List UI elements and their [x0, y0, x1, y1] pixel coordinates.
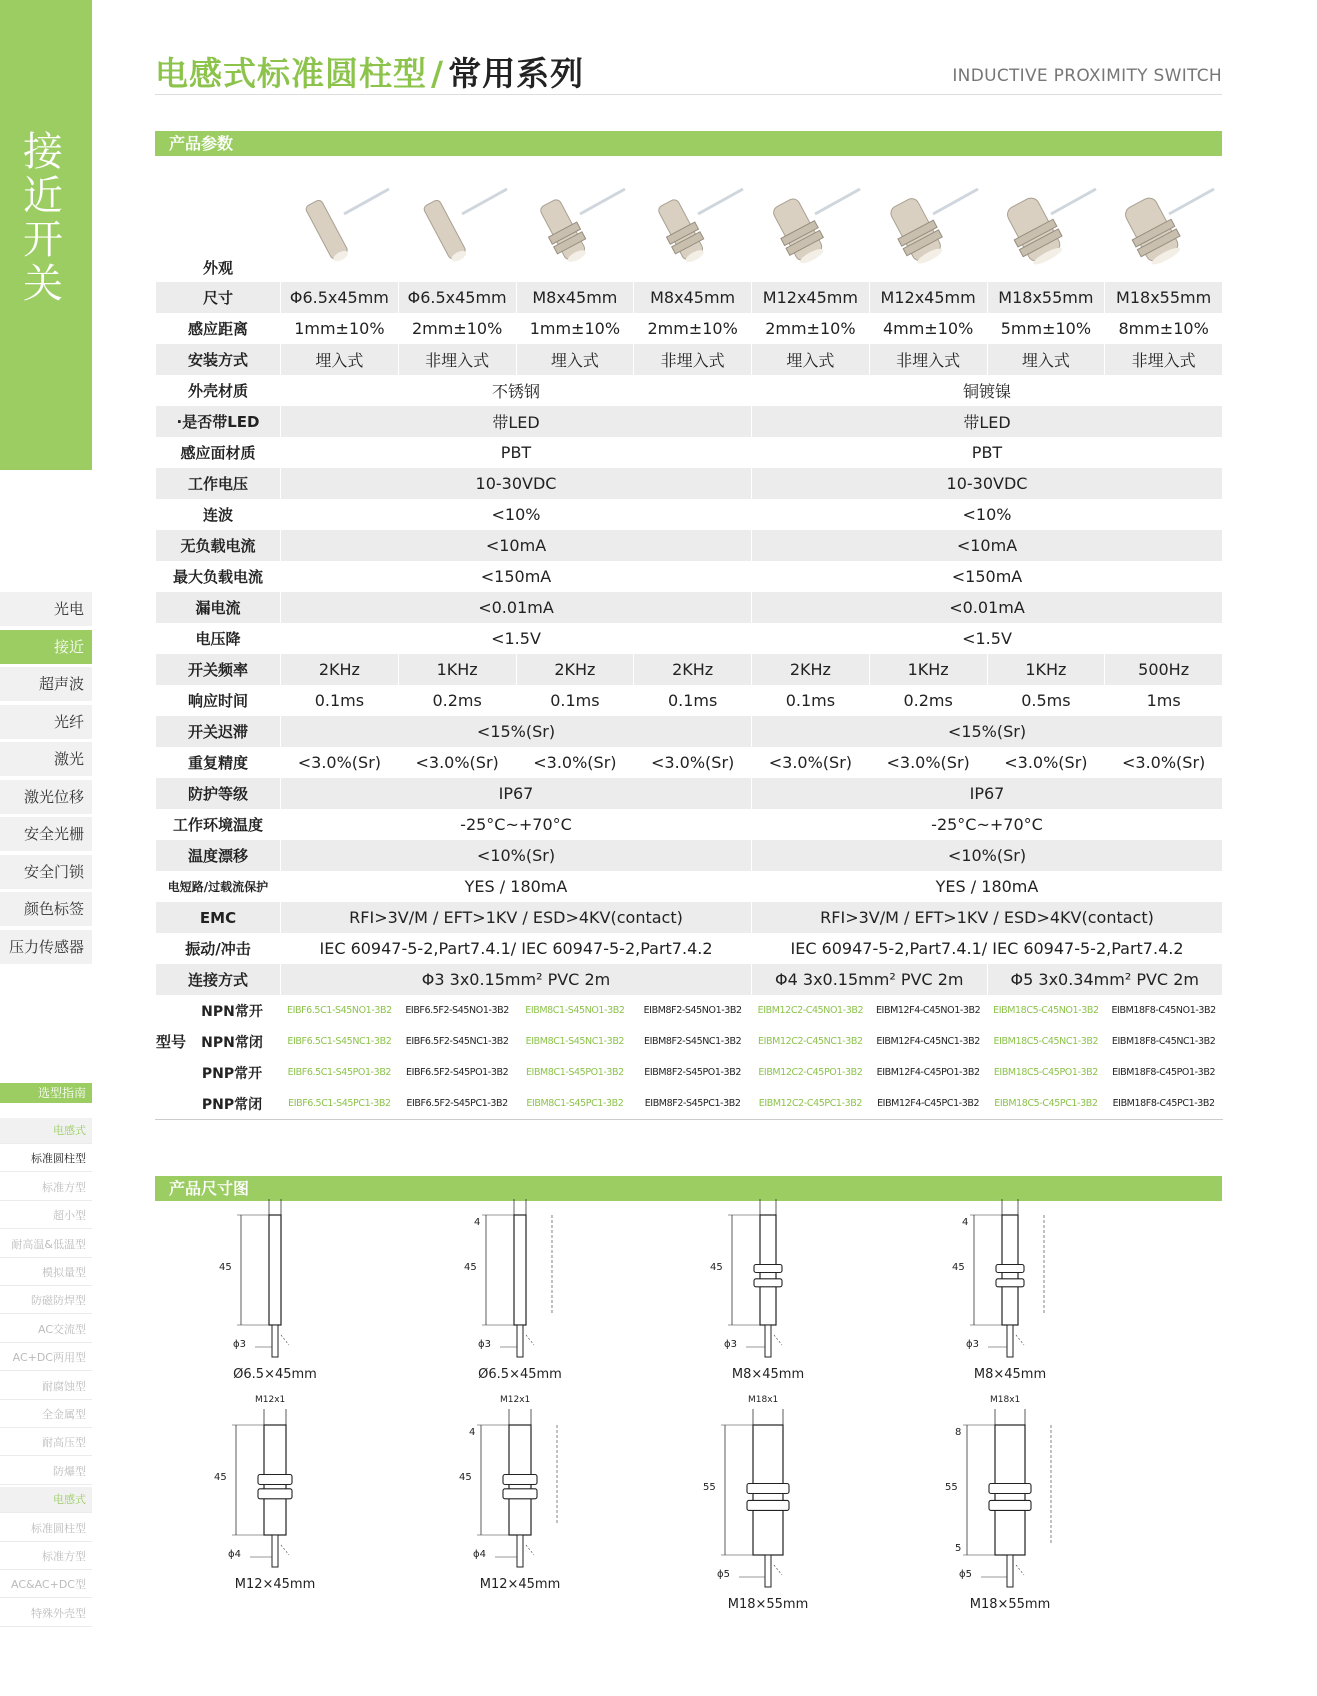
spec-value: 0.1ms	[281, 685, 399, 716]
row-label: 电短路/过载流保护	[156, 871, 281, 902]
sensor-photo-illustration	[638, 174, 748, 274]
sensor-photo-illustration	[755, 174, 865, 274]
page-title: 电感式标准圆柱型 / 常用系列	[155, 54, 585, 93]
category-title: 接近开关	[23, 129, 63, 307]
row-label: 外壳材质	[156, 375, 281, 406]
row-label: 漏电流	[156, 592, 281, 623]
spec-value: PBT	[752, 437, 1223, 468]
spec-value: 不锈钢	[281, 375, 752, 406]
sidebar-nav-item[interactable]: 压力传感器	[0, 930, 92, 964]
spec-value: <3.0%(Sr)	[752, 747, 870, 778]
model-code: EIBM18F8-C45NO1-3B2	[1105, 995, 1223, 1026]
sidebar-sub-item[interactable]: AC&AC+DC型	[0, 1572, 92, 1598]
dimension-drawing	[880, 1395, 1140, 1612]
spec-value: <3.0%(Sr)	[869, 747, 987, 778]
page-title-en: INDUCTIVE PROXIMITY SWITCH	[952, 66, 1222, 86]
row-label: 开关频率	[156, 654, 281, 685]
output-type: NPN常开	[201, 1003, 263, 1020]
model-code: EIBM8C1-S45NC1-3B2	[516, 1026, 634, 1057]
spec-value: 2KHz	[516, 654, 634, 685]
sensor-photo	[752, 157, 870, 282]
sensor-photo	[281, 157, 399, 282]
row-label: 开关迟滞	[156, 716, 281, 747]
sidebar-sub-item[interactable]: AC+DC两用型	[0, 1345, 92, 1371]
sidebar-sub-item[interactable]: 标准方型	[0, 1175, 92, 1201]
spec-value: 1mm±10%	[281, 313, 399, 344]
row-label: 感应距离	[156, 313, 281, 344]
spec-value: 1KHz	[869, 654, 987, 685]
sidebar-sub-item[interactable]: 标准圆柱型	[0, 1516, 92, 1542]
spec-value: 0.2ms	[869, 685, 987, 716]
spec-value: <0.01mA	[281, 592, 752, 623]
face-offset-dimension: 4	[474, 1217, 481, 1228]
dimension-svg	[145, 1195, 405, 1365]
sidebar-sub-item[interactable]: 耐高温&低温型	[0, 1232, 92, 1258]
output-type: PNP常闭	[201, 1096, 263, 1113]
spec-value: <3.0%(Sr)	[516, 747, 634, 778]
dimension-caption: M8×45mm	[973, 1367, 1047, 1382]
spec-value: M18x55mm	[987, 282, 1105, 313]
spec-value: 1ms	[1105, 685, 1223, 716]
dimension-caption: M18×55mm	[969, 1597, 1051, 1612]
spec-value: <10mA	[281, 530, 752, 561]
thread-spec: M12x1	[500, 1395, 531, 1405]
spec-value: 4mm±10%	[869, 313, 987, 344]
sensor-photo-illustration	[520, 174, 630, 274]
dimension-drawing	[390, 1395, 650, 1592]
dimension-caption: Ø6.5×45mm	[478, 1367, 562, 1382]
spec-value: M8x45mm	[516, 282, 634, 313]
dimension-svg	[880, 1405, 1140, 1595]
section-header-specs: 产品参数	[155, 131, 1222, 156]
spec-value: <3.0%(Sr)	[1105, 747, 1223, 778]
model-code: EIBF6.5C1-S45NO1-3B2	[281, 995, 399, 1026]
spec-value: 埋入式	[516, 344, 634, 375]
length-dimension: 45	[219, 1262, 232, 1273]
spec-value: 带LED	[752, 406, 1223, 437]
sensor-photo	[869, 157, 987, 282]
sidebar-nav-item[interactable]: 超声波	[0, 667, 92, 701]
sidebar-sub-item[interactable]: 电感式	[0, 1118, 92, 1144]
row-label: 重复精度	[156, 747, 281, 778]
cable-diameter: ϕ4	[228, 1549, 241, 1560]
spec-value: <150mA	[281, 561, 752, 592]
spec-value: 1mm±10%	[516, 313, 634, 344]
sensor-photo	[634, 157, 752, 282]
spec-value: 0.1ms	[516, 685, 634, 716]
section-header-dimensions: 产品尺寸图	[155, 1176, 1222, 1201]
model-code: EIBF6.5F2-S45PC1-3B2	[398, 1088, 516, 1120]
sidebar-sub-item[interactable]: 标准圆柱型	[0, 1146, 92, 1172]
spec-value: Φ3 3x0.15mm² PVC 2m	[281, 964, 752, 995]
spec-value: <10%	[281, 499, 752, 530]
sensor-photo-illustration	[873, 174, 983, 274]
spec-value: -25°C~+70°C	[281, 809, 752, 840]
sensor-photo	[987, 157, 1105, 282]
sensor-photo	[398, 157, 516, 282]
sidebar-nav-item[interactable]: 颜色标签	[0, 892, 92, 926]
thread-spec: M12x1	[255, 1395, 286, 1405]
spec-value: <1.5V	[281, 623, 752, 654]
cable-diameter: ϕ5	[959, 1569, 972, 1580]
row-label: 振动/冲击	[156, 933, 281, 964]
sidebar-sub-item[interactable]: 防爆型	[0, 1459, 92, 1485]
spec-value: 1KHz	[398, 654, 516, 685]
length-dimension: 45	[459, 1472, 472, 1483]
model-code: EIBF6.5F2-S45PO1-3B2	[398, 1057, 516, 1088]
dimension-drawing	[880, 1195, 1140, 1382]
spec-value: <1.5V	[752, 623, 1223, 654]
spec-value: <150mA	[752, 561, 1223, 592]
model-code: EIBM12F4-C45PO1-3B2	[869, 1057, 987, 1088]
sidebar-nav-item[interactable]: 光纤	[0, 705, 92, 739]
model-code: EIBM8F2-S45PO1-3B2	[634, 1057, 752, 1088]
sidebar-nav-item[interactable]: 激光位移	[0, 780, 92, 814]
sidebar-nav-item[interactable]: 安全光栅	[0, 817, 92, 851]
spec-value: 2mm±10%	[398, 313, 516, 344]
spec-value: 2KHz	[752, 654, 870, 685]
model-code: EIBM18C5-C45PC1-3B2	[987, 1088, 1105, 1120]
spec-value: IP67	[752, 778, 1223, 809]
spec-value: M12x45mm	[869, 282, 987, 313]
spec-value: RFI>3V/M / EFT>1KV / ESD>4KV(contact)	[281, 902, 752, 933]
spec-value: Φ6.5x45mm	[281, 282, 399, 313]
row-label: 连接方式	[156, 964, 281, 995]
spec-value: <10%	[752, 499, 1223, 530]
dimension-drawing	[145, 1195, 405, 1382]
sidebar-nav-item[interactable]: 激光	[0, 742, 92, 776]
dimension-svg	[145, 1405, 405, 1575]
sidebar-sub-item[interactable]: 耐腐蚀型	[0, 1374, 92, 1400]
spec-value: YES / 180mA	[281, 871, 752, 902]
spec-value: 0.5ms	[987, 685, 1105, 716]
model-code: EIBF6.5F2-S45NC1-3B2	[398, 1026, 516, 1057]
spec-value: <15%(Sr)	[281, 716, 752, 747]
model-code: EIBM8C1-S45PC1-3B2	[516, 1088, 634, 1120]
spec-value: 2mm±10%	[634, 313, 752, 344]
model-code: EIBM12C2-C45PO1-3B2	[752, 1057, 870, 1088]
row-label: 温度漂移	[156, 840, 281, 871]
length-dimension: 55	[945, 1482, 958, 1493]
spec-value: Φ5 3x0.34mm² PVC 2m	[987, 964, 1223, 995]
dimension-caption: M18×55mm	[727, 1597, 809, 1612]
spec-value: 埋入式	[987, 344, 1105, 375]
face-offset-dimension: 4	[469, 1427, 476, 1438]
dimension-caption: M12×45mm	[479, 1577, 561, 1592]
sensor-photo-illustration	[402, 174, 512, 274]
spec-value: M8x45mm	[634, 282, 752, 313]
spec-value: 非埋入式	[398, 344, 516, 375]
model-code: EIBM8C1-S45NO1-3B2	[516, 995, 634, 1026]
spec-value: <10%(Sr)	[752, 840, 1223, 871]
spec-value: YES / 180mA	[752, 871, 1223, 902]
face-offset-dimension: 8	[955, 1427, 962, 1438]
spec-value: <3.0%(Sr)	[987, 747, 1105, 778]
dimension-svg	[390, 1195, 650, 1365]
spec-value: -25°C~+70°C	[752, 809, 1223, 840]
spec-value: M18x55mm	[1105, 282, 1223, 313]
cable-diameter: ϕ3	[233, 1339, 246, 1350]
spec-value: 埋入式	[752, 344, 870, 375]
dimension-drawing	[638, 1395, 898, 1612]
dimension-drawing	[638, 1195, 898, 1382]
sidebar-nav-item[interactable]: 接近	[0, 630, 92, 664]
model-code: EIBF6.5C1-S45PC1-3B2	[281, 1088, 399, 1120]
dimension-svg	[880, 1195, 1140, 1365]
sidebar-sub-item[interactable]: AC交流型	[0, 1317, 92, 1343]
model-code: EIBF6.5F2-S45NO1-3B2	[398, 995, 516, 1026]
spec-value: 2KHz	[634, 654, 752, 685]
sensor-photo-illustration	[284, 174, 394, 274]
sidebar-sub-item[interactable]: 特殊外壳型	[0, 1601, 92, 1627]
model-code: EIBM8F2-S45NC1-3B2	[634, 1026, 752, 1057]
cable-diameter: ϕ4	[473, 1549, 486, 1560]
spec-value: 10-30VDC	[752, 468, 1223, 499]
thread-spec: M18x1	[990, 1395, 1021, 1405]
sidebar-sub-item[interactable]: 模拟量型	[0, 1260, 92, 1286]
cable-diameter: ϕ5	[717, 1569, 730, 1580]
spec-value: <10mA	[752, 530, 1223, 561]
spec-value: <3.0%(Sr)	[398, 747, 516, 778]
sidebar-nav-item[interactable]: 安全门锁	[0, 855, 92, 889]
row-label: 最大负载电流	[156, 561, 281, 592]
sidebar-sub-item[interactable]: 标准方型	[0, 1544, 92, 1570]
cable-diameter: ϕ3	[724, 1339, 737, 1350]
model-code: EIBF6.5C1-S45NC1-3B2	[281, 1026, 399, 1057]
spec-value: 0.2ms	[398, 685, 516, 716]
spec-value: IP67	[281, 778, 752, 809]
spec-value: Φ4 3x0.15mm² PVC 2m	[752, 964, 988, 995]
dimension-svg	[638, 1195, 898, 1365]
title-divider	[155, 94, 1222, 95]
model-code: EIBM18C5-C45NC1-3B2	[987, 1026, 1105, 1057]
dimension-drawing	[390, 1195, 650, 1382]
cable-diameter: ϕ3	[478, 1339, 491, 1350]
model-code: EIBM8F2-S45PC1-3B2	[634, 1088, 752, 1120]
spec-value: <15%(Sr)	[752, 716, 1223, 747]
model-code: EIBM12F4-C45NO1-3B2	[869, 995, 987, 1026]
spec-value: IEC 60947-5-2,Part7.4.1/ IEC 60947-5-2,Part7.4.2	[281, 933, 752, 964]
row-label: 连波	[156, 499, 281, 530]
spec-value: 500Hz	[1105, 654, 1223, 685]
spec-value: <3.0%(Sr)	[634, 747, 752, 778]
sidebar-sub-item[interactable]: 全金属型	[0, 1402, 92, 1428]
length-dimension: 45	[952, 1262, 965, 1273]
spec-value: RFI>3V/M / EFT>1KV / ESD>4KV(contact)	[752, 902, 1223, 933]
row-label: 工作环境温度	[156, 809, 281, 840]
row-label: 防护等级	[156, 778, 281, 809]
spec-value: IEC 60947-5-2,Part7.4.1/ IEC 60947-5-2,Part7.4.2	[752, 933, 1223, 964]
cable-diameter: ϕ3	[966, 1339, 979, 1350]
sidebar-sub-item[interactable]: 防磁防焊型	[0, 1288, 92, 1314]
spec-value: 0.1ms	[752, 685, 870, 716]
dimension-caption: Ø6.5×45mm	[233, 1367, 317, 1382]
spec-value: PBT	[281, 437, 752, 468]
output-type: NPN常闭	[201, 1034, 263, 1051]
model-code: EIBF6.5C1-S45PO1-3B2	[281, 1057, 399, 1088]
dimension-caption: M8×45mm	[731, 1367, 805, 1382]
spec-value: 2KHz	[281, 654, 399, 685]
spec-value: 5mm±10%	[987, 313, 1105, 344]
spec-value: Φ6.5x45mm	[398, 282, 516, 313]
spec-value: 非埋入式	[1105, 344, 1223, 375]
spec-value: <3.0%(Sr)	[281, 747, 399, 778]
model-group-label: 型号	[156, 1033, 187, 1051]
spec-value: <0.01mA	[752, 592, 1223, 623]
row-label: 无负载电流	[156, 530, 281, 561]
model-type-cell	[156, 1057, 281, 1088]
dimension-svg	[390, 1405, 650, 1575]
spec-value: 1KHz	[987, 654, 1105, 685]
model-code: EIBM18C5-C45PO1-3B2	[987, 1057, 1105, 1088]
sidebar-sub-item[interactable]: 耐高压型	[0, 1430, 92, 1456]
row-label: 感应面材质	[156, 437, 281, 468]
model-code: EIBM12F4-C45PC1-3B2	[869, 1088, 987, 1120]
dimension-drawing	[145, 1395, 405, 1592]
thread-spec: M18x1	[748, 1395, 779, 1405]
sensor-photo-illustration	[991, 174, 1101, 274]
row-label: 尺寸	[156, 282, 281, 313]
output-type: PNP常开	[201, 1065, 263, 1082]
sensor-photo-illustration	[1109, 174, 1219, 274]
sidebar-nav-item[interactable]: 光电	[0, 592, 92, 626]
sidebar-sub-item[interactable]: 超小型	[0, 1203, 92, 1229]
sensor-photo	[516, 157, 634, 282]
model-code: EIBM12C2-C45NC1-3B2	[752, 1026, 870, 1057]
model-code: EIBM18C5-C45NO1-3B2	[987, 995, 1105, 1026]
spec-value: <10%(Sr)	[281, 840, 752, 871]
model-code: EIBM12C2-C45PC1-3B2	[752, 1088, 870, 1120]
model-type-cell	[156, 995, 281, 1026]
spec-value: 2mm±10%	[752, 313, 870, 344]
spec-value: 埋入式	[281, 344, 399, 375]
row-label: ·是否带LED	[156, 406, 281, 437]
dimension-caption: M12×45mm	[234, 1577, 316, 1592]
spec-value: 10-30VDC	[281, 468, 752, 499]
model-type-cell	[156, 1088, 281, 1120]
model-code: EIBM12C2-C45NO1-3B2	[752, 995, 870, 1026]
selection-guide-label: 选型指南	[0, 1083, 92, 1103]
model-code: EIBM8C1-S45PO1-3B2	[516, 1057, 634, 1088]
length-dimension: 55	[703, 1482, 716, 1493]
row-label: 电压降	[156, 623, 281, 654]
face-offset-dimension: 4	[962, 1217, 969, 1228]
sensor-photo	[1105, 157, 1223, 282]
length-dimension: 45	[710, 1262, 723, 1273]
spec-value: M12x45mm	[752, 282, 870, 313]
model-code: EIBM18F8-C45PO1-3B2	[1105, 1057, 1223, 1088]
length-dimension: 45	[214, 1472, 227, 1483]
row-label: 安装方式	[156, 344, 281, 375]
sidebar-sub-item[interactable]: 电感式	[0, 1487, 92, 1513]
row-label: 工作电压	[156, 468, 281, 499]
spec-value: 非埋入式	[634, 344, 752, 375]
spec-value: 铜镀镍	[752, 375, 1223, 406]
model-code: EIBM8F2-S45NO1-3B2	[634, 995, 752, 1026]
dimension-svg	[638, 1405, 898, 1595]
bottom-offset-dimension: 5	[955, 1543, 962, 1554]
model-code: EIBM12F4-C45NC1-3B2	[869, 1026, 987, 1057]
model-code: EIBM18F8-C45PC1-3B2	[1105, 1088, 1223, 1120]
spec-value: 0.1ms	[634, 685, 752, 716]
row-label: 外观	[156, 157, 281, 282]
spec-value: 带LED	[281, 406, 752, 437]
model-type-cell	[156, 1026, 281, 1057]
spec-table	[155, 157, 1223, 1120]
length-dimension: 45	[464, 1262, 477, 1273]
row-label: 响应时间	[156, 685, 281, 716]
category-tab	[0, 0, 92, 470]
model-code: EIBM18F8-C45NC1-3B2	[1105, 1026, 1223, 1057]
spec-value: 非埋入式	[869, 344, 987, 375]
spec-value: 8mm±10%	[1105, 313, 1223, 344]
row-label: EMC	[156, 902, 281, 933]
